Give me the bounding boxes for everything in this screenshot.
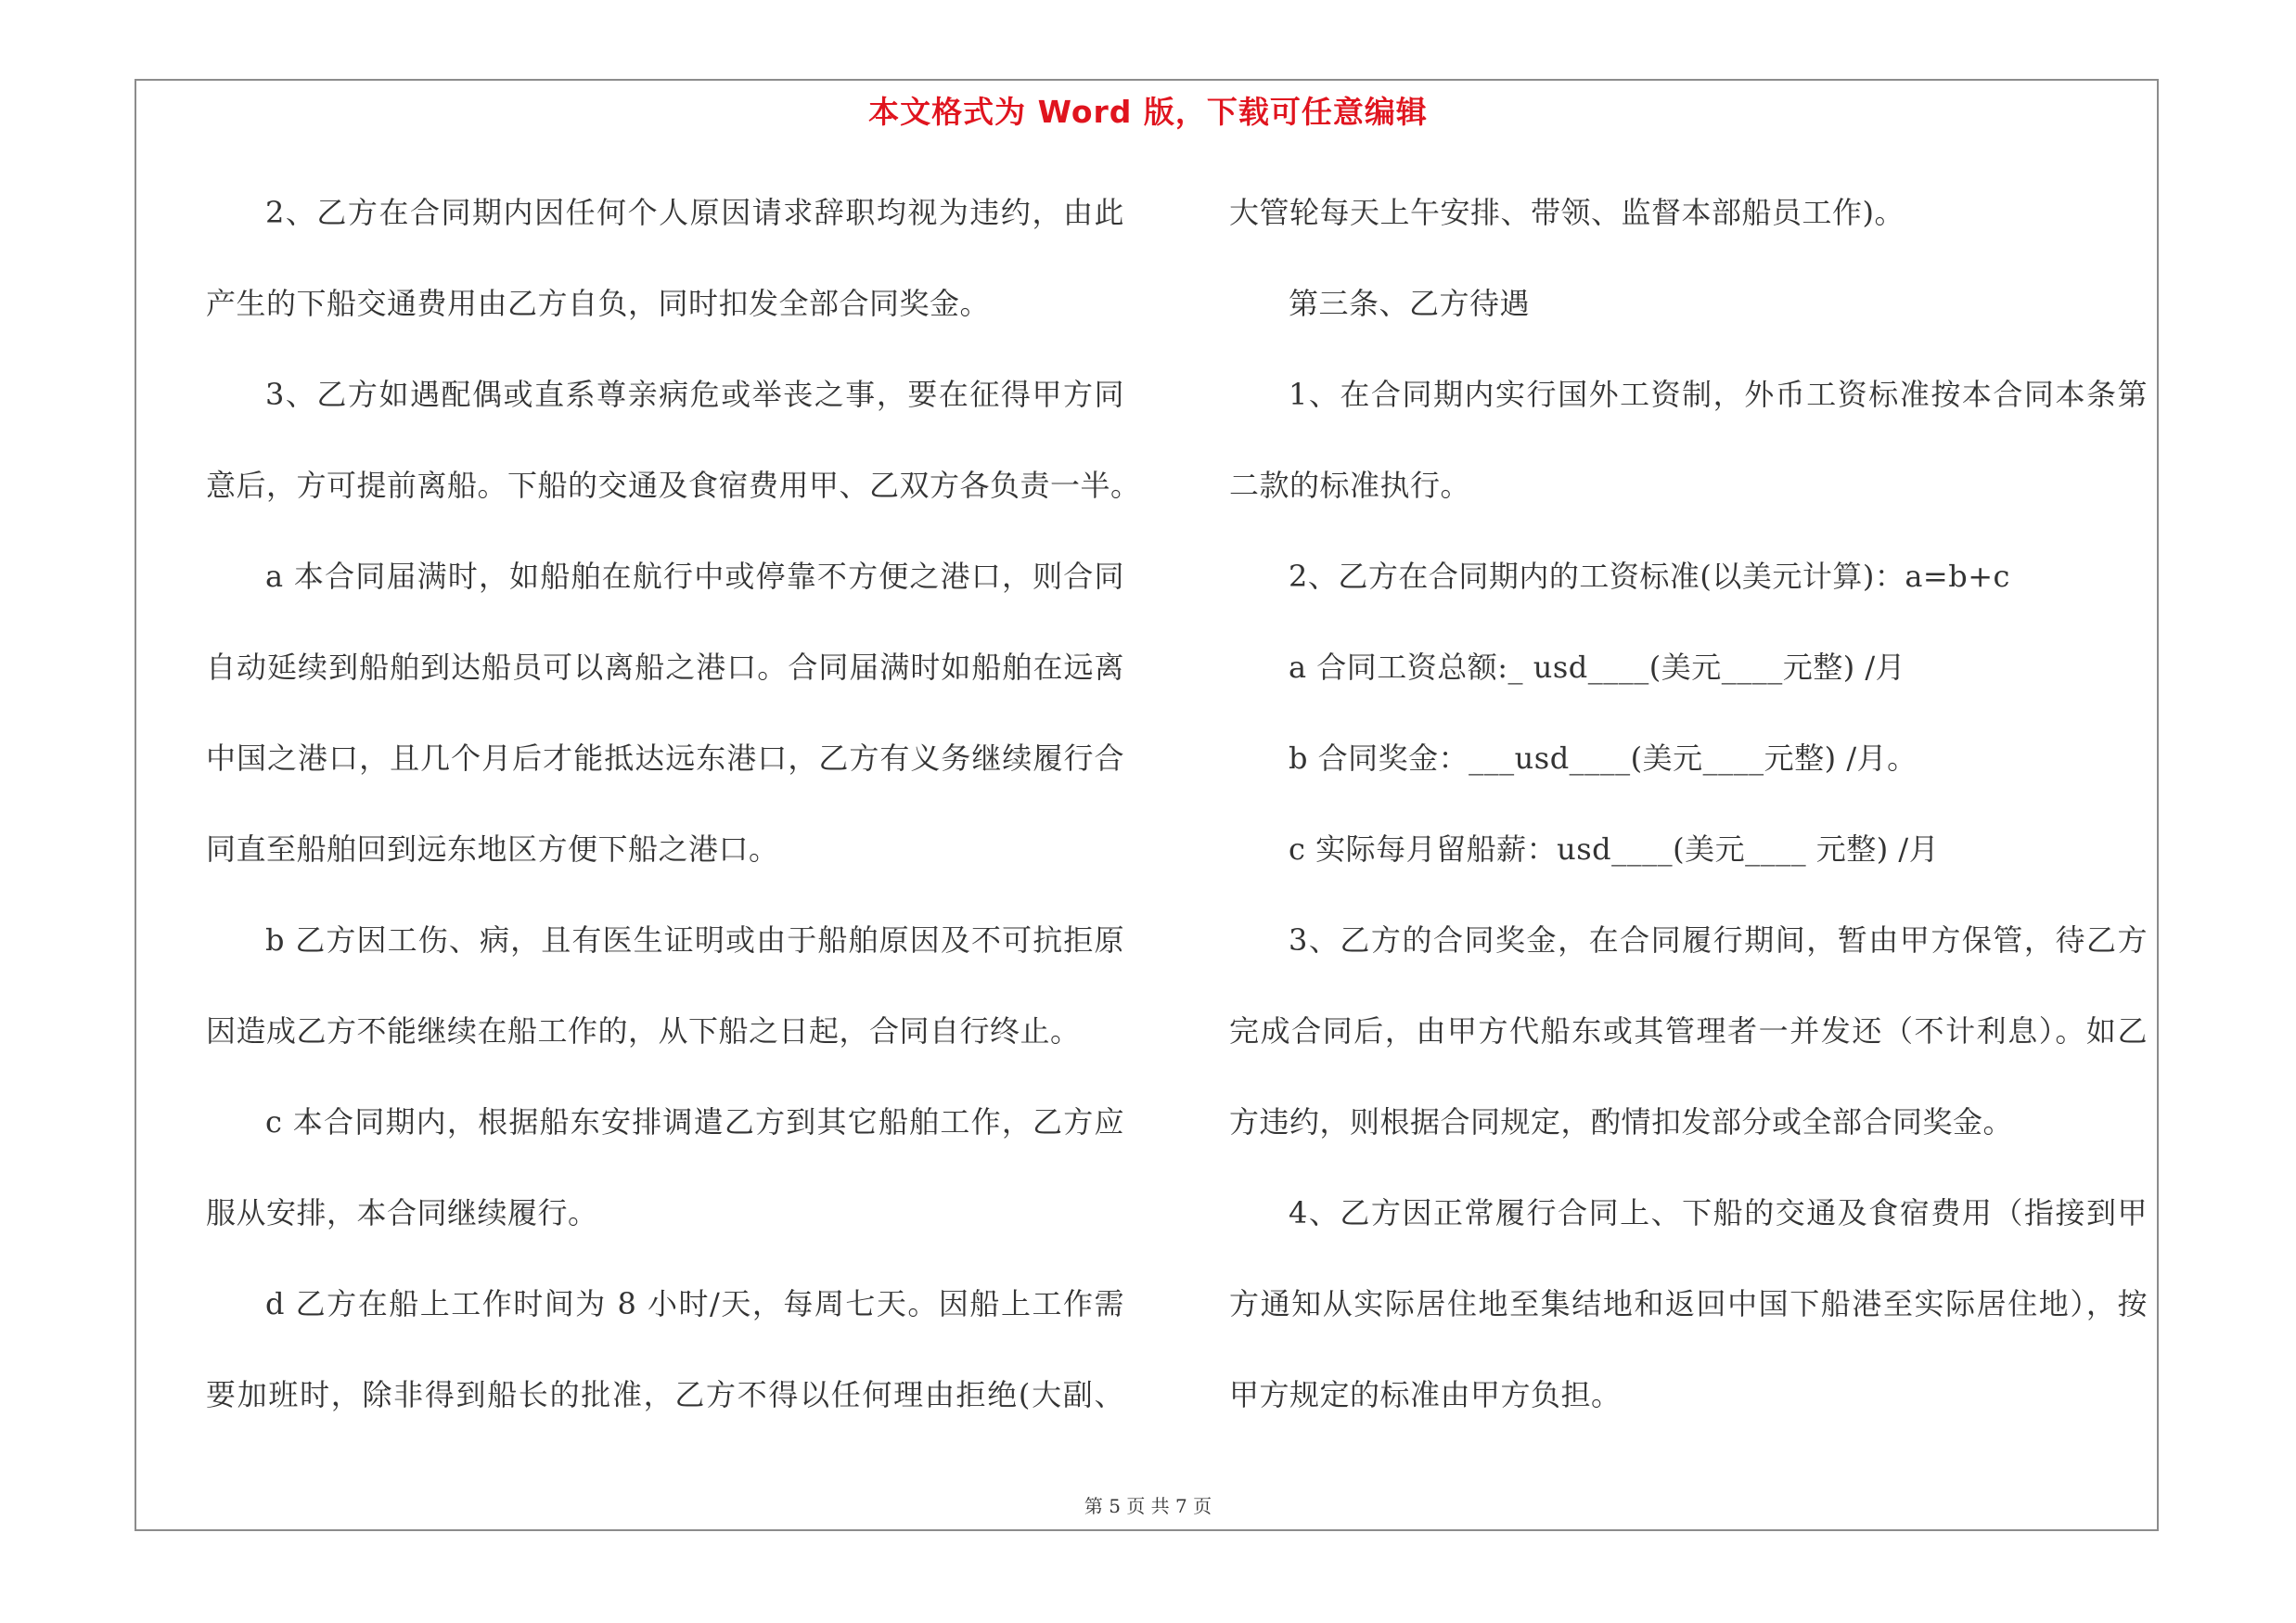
text-line: 2、乙方在合同期内因任何个人原因请求辞职均视为违约，由此	[265, 195, 1124, 230]
left-column	[206, 183, 1141, 1456]
text-line: 3、乙方的合同奖金，在合同履行期间，暂由甲方保管，待乙方	[1289, 922, 2148, 958]
text-line: 意后，方可提前离船。下船的交通及食宿费用甲、乙双方各负责一半。	[206, 468, 1141, 503]
format-banner: 本文格式为 Word 版，下载可任意编辑	[868, 94, 1428, 130]
text-line: b 乙方因工伤、病，且有医生证明或由于船舶原因及不可抗拒原	[265, 922, 1124, 958]
text-line: b 合同奖金：___usd____(美元____元整) /月。	[1289, 741, 1918, 776]
text-line: 方通知从实际居住地至集结地和返回中国下船港至实际居住地），按	[1229, 1286, 2148, 1321]
text-line: 要加班时，除非得到船长的批准，乙方不得以任何理由拒绝(大副、	[206, 1377, 1124, 1412]
right-column	[1229, 183, 2148, 1456]
text-line: 1、在合同期内实行国外工资制，外币工资标准按本合同本条第	[1289, 377, 2148, 412]
text-line: c 实际每月留船薪：usd____(美元____ 元整) /月	[1289, 831, 1940, 867]
text-line: 中国之港口，且几个月后才能抵达远东港口，乙方有义务继续履行合	[206, 741, 1124, 776]
text-line: d 乙方在船上工作时间为 8 小时/天，每周七天。因船上工作需	[265, 1286, 1124, 1321]
text-line: a 合同工资总额:_ usd____(美元____元整) /月	[1289, 650, 1906, 685]
text-line: 方违约，则根据合同规定，酌情扣发部分或全部合同奖金。	[1229, 1104, 2014, 1140]
text-line: c 本合同期内，根据船东安排调遣乙方到其它船舶工作，乙方应	[265, 1104, 1124, 1140]
text-line: 4、乙方因正常履行合同上、下船的交通及食宿费用（指接到甲	[1289, 1195, 2148, 1230]
text-line: 二款的标准执行。	[1229, 468, 1471, 503]
text-line: 同直至船舶回到远东地区方便下船之港口。	[206, 831, 779, 867]
text-line: a 本合同届满时，如船舶在航行中或停靠不方便之港口，则合同	[265, 559, 1124, 594]
text-line: 大管轮每天上午安排、带领、监督本部船员工作)。	[1229, 195, 1905, 230]
text-line: 因造成乙方不能继续在船工作的，从下船之日起，合同自行终止。	[206, 1013, 1081, 1049]
text-line: 甲方规定的标准由甲方负担。	[1229, 1377, 1622, 1412]
text-line: 服从安排，本合同继续履行。	[206, 1195, 598, 1230]
page-number: 第 5 页 共 7 页	[1084, 1495, 1212, 1517]
text-line: 自动延续到船舶到达船员可以离船之港口。合同届满时如船舶在远离	[206, 650, 1124, 685]
text-line: 产生的下船交通费用由乙方自负，同时扣发全部合同奖金。	[206, 286, 991, 321]
section-heading: 第三条、乙方待遇	[1289, 286, 1531, 321]
text-line: 完成合同后，由甲方代船东或其管理者一并发还（不计利息）。如乙	[1229, 1013, 2148, 1049]
text-line: 2、乙方在合同期内的工资标准(以美元计算)：a=b+c	[1289, 559, 2010, 594]
text-line: 3、乙方如遇配偶或直系尊亲病危或举丧之事，要在征得甲方同	[265, 377, 1124, 412]
